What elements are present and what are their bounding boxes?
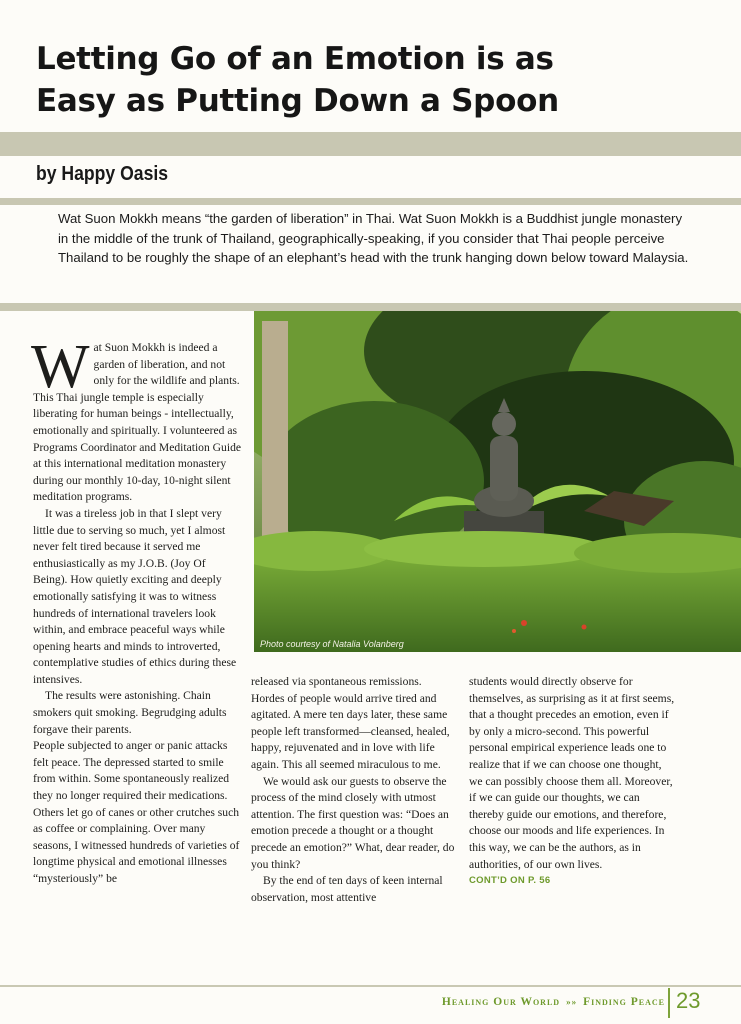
byline-band: [0, 198, 741, 205]
footer-rule: [0, 985, 741, 987]
intro-band: [0, 303, 741, 311]
title-band: [0, 132, 741, 156]
col1-paragraph-2: It was a tireless job in that I slept very little due to serving so much, yet I almost never felt tired because it served me enthusiastically as my J.O.B. (Joy Of Being). How quietly exciting and deeply emotionally satisfying it was to witness hundreds of international travelers look within, and embrace peaceful ways while opening hearts and minds to introverted, contemplative studies of ethics during these intensives.: [33, 506, 237, 686]
footer-section: [442, 996, 665, 1008]
col1-paragraph-1: [31, 333, 242, 506]
footer-separator-icon: »»: [566, 997, 578, 1007]
intro-paragraph: Wat Suon Mokkh means “the garden of liberation” in Thai. Wat Suon Mokkh is a Buddhist jungle monastery in the middle of the trunk of Thailand, geographically-speaking, if you consider that Thai people perceive Thailand to be roughly the shape of an elephant’s head with the trunk hanging down below toward Malaysia.: [58, 211, 689, 265]
col2-paragraph-2: We would ask our guests to observe the process of the mind closely with utmost attention. The first question was: “Does an emotion precede a thought or a thought precede an emotion?” What, dear reader, do you think?: [251, 774, 455, 871]
column-3: [469, 674, 677, 890]
drop-cap: W: [31, 333, 90, 401]
col1-paragraph-4: People subjected to anger or panic attacks felt peace. The depressed started to smile from within. Some spontaneously realized they no longer required their medications. Others let go of canes or other crutches such as coffee or complaining. Over many seasons, I witnessed hundreds of varieties of longtime physical and emotional illnesses “mysteriously” be: [33, 739, 240, 885]
title-line-1: Letting Go of an Emotion is as: [36, 41, 554, 77]
article-title: [36, 38, 726, 122]
page-number: 23: [676, 988, 701, 1013]
column-2: [251, 674, 457, 906]
col3-paragraph-1: students would directly observe for themselves, as surprising as it at first seems, that a thought precedes an emotion, even if by only a micro-second. This powerful personal empirical experience leads one to realize that if we can choose one thought, we can possibly choose them all. Moreover, if we can guide our thoughts, we can thereby guide our emotions, and therefore, choose our moods and life experiences. In this way, we can be the authors, as in authorities, of our own lives.: [469, 675, 675, 871]
temple-photo: [254, 311, 741, 652]
footer-subsection-name: Finding Peace: [583, 996, 665, 1008]
title-line-2: Easy as Putting Down a Spoon: [36, 83, 559, 119]
continued-link[interactable]: CONT’D ON P. 56: [469, 875, 551, 887]
page-number-divider: [668, 988, 670, 1018]
photo-credit: Photo courtesy of Natalia Volanberg: [260, 639, 404, 649]
byline: by Happy Oasis: [36, 163, 169, 185]
footer-section-name: Healing Our World: [441, 996, 561, 1008]
col2-paragraph-3: By the end of ten days of keen internal observation, most attentive: [251, 874, 443, 904]
temple-photo-illustration: [254, 311, 741, 652]
col2-paragraph-1: released via spontaneous remissions. Hordes of people would arrive tired and agitated. A mere ten days later, these same people left transformed—cleansed, healed, happy, rejuvenated and in love with life again. This all seemed miraculous to me.: [251, 675, 450, 771]
col1-paragraph-1-text: at Suon Mokkh is indeed a garden of liberation, and not only for the wildlife and plants. This Thai jungle temple is especially liberating for human beings - intellectually, emotionally and spiritually. I volunteered as Programs Coordinator and Meditation Guide at this international meditation monastery during our monthly 10-day, 10-night silent meditation programs.: [33, 341, 242, 504]
col1-paragraph-3: The results were astonishing. Chain smokers quit smoking. Begrudging adults forgave their parents.: [33, 689, 227, 736]
column-1: [31, 333, 242, 888]
